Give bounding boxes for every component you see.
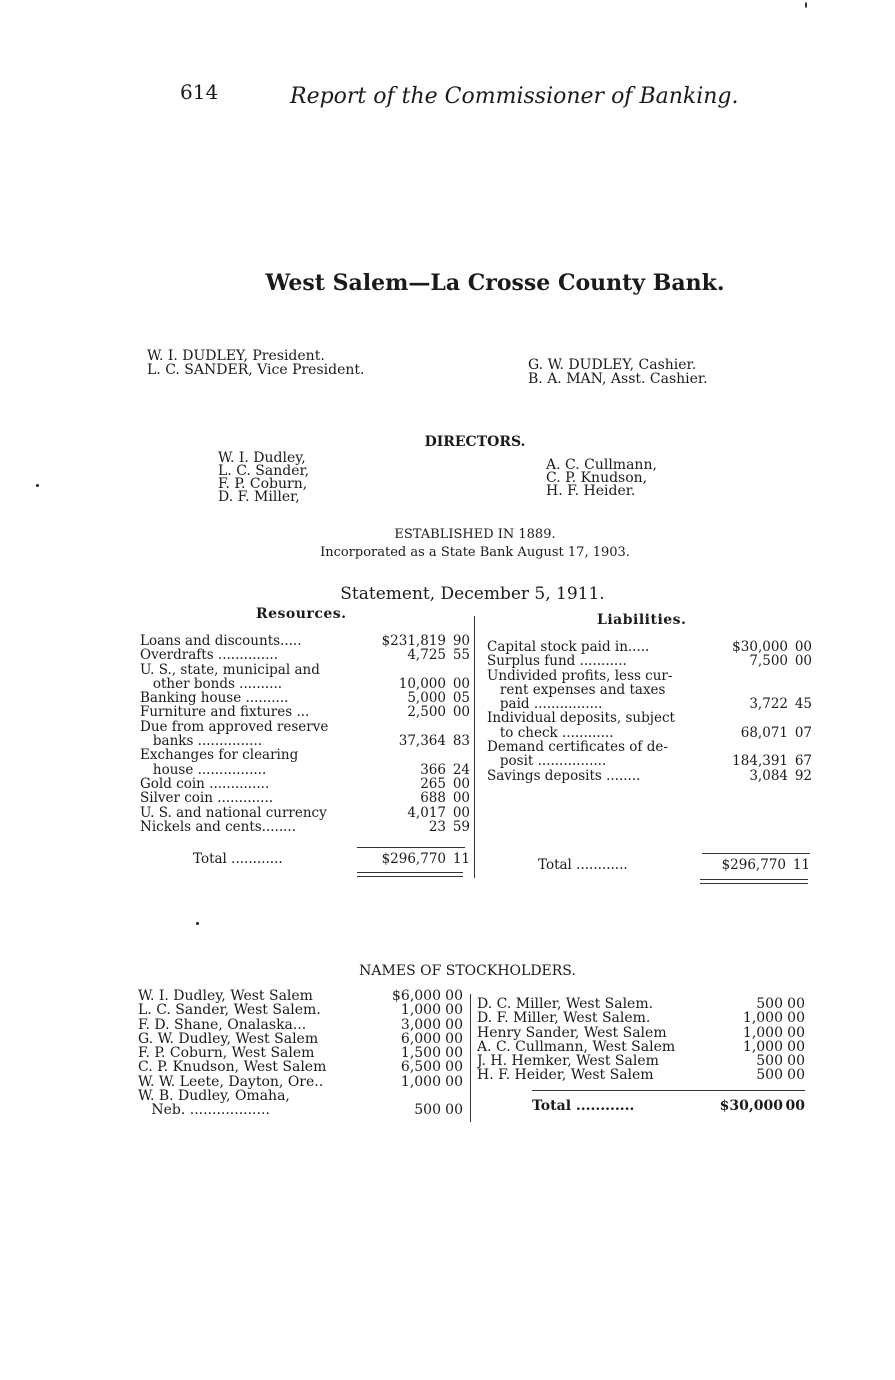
resource-row <box>140 763 470 777</box>
total-double-rule <box>357 872 463 873</box>
resource-row-amount: 37,364 <box>398 733 446 750</box>
stockholder-row-amount: 1,000 <box>742 1010 783 1027</box>
resource-row <box>140 634 470 648</box>
liability-row <box>487 726 812 740</box>
resource-row-amount: 10,000 <box>398 675 446 692</box>
director-name: D. F. Miller, <box>218 489 300 505</box>
column-divider <box>474 616 475 878</box>
resources-heading: Resources. <box>256 606 347 622</box>
liability-row-amount: 68,071 <box>740 724 788 741</box>
resource-row-amount: 4,017 <box>407 804 446 821</box>
stockholder-row <box>138 1089 463 1103</box>
resource-row-cents: 90 <box>452 633 470 649</box>
stockholder-row-label: D. C. Miller, West Salem. <box>477 997 654 1012</box>
resource-row <box>140 777 470 791</box>
established-line: ESTABLISHED IN 1889. <box>394 527 556 542</box>
stockholders-total <box>532 1098 805 1114</box>
resource-row-cents: 24 <box>452 761 470 778</box>
director-name: C. P. Knudson, <box>546 470 648 486</box>
resource-row <box>140 663 470 677</box>
total-amount: $296,770 <box>721 857 786 873</box>
stockholder-row-label: F. P. Coburn, West Salem <box>138 1046 315 1061</box>
stockholder-row <box>477 997 805 1011</box>
liability-row-label: Demand certificates of de- <box>487 740 668 755</box>
stockholder-row-label: D. F. Miller, West Salem. <box>477 1011 651 1026</box>
total-rule <box>357 847 465 848</box>
resource-row-cents: 00 <box>452 775 470 792</box>
stockholder-row-amount: 6,500 <box>400 1059 441 1076</box>
directors-heading: DIRECTORS. <box>424 434 526 450</box>
liability-row-label: to check ............ <box>487 725 614 741</box>
liability-row-cents: 00 <box>794 653 812 670</box>
total-double-rule <box>700 883 808 884</box>
liability-row-amount <box>702 683 788 697</box>
stockholder-row-cents: 00 <box>787 1053 805 1070</box>
stockholder-row-amount: $6,000 <box>392 988 441 1004</box>
resources-list <box>140 634 470 834</box>
stockholders-right <box>477 997 805 1083</box>
total-label: Total ............ <box>193 851 283 867</box>
stockholder-row-amount: 500 <box>756 996 783 1012</box>
stockholder-row <box>138 1046 463 1060</box>
liability-row <box>487 654 812 668</box>
resource-row-amount: 688 <box>420 790 446 807</box>
liabilities-total <box>538 857 810 873</box>
resource-row-amount: 366 <box>420 761 446 778</box>
stockholder-row-label: J. H. Hemker, West Salem <box>477 1054 659 1069</box>
stockholder-row <box>138 1075 463 1089</box>
liability-row-cents <box>788 683 812 697</box>
stockholder-row-label: Henry Sander, West Salem <box>477 1025 667 1040</box>
resource-row <box>140 806 470 820</box>
scan-speck <box>805 2 807 8</box>
officers-left <box>147 349 364 377</box>
stockholder-row-amount: 500 <box>756 1067 783 1084</box>
liability-row <box>487 711 812 725</box>
resource-row-amount: 23 <box>428 818 446 835</box>
stockholder-row-cents <box>441 1089 463 1103</box>
incorporated-line: Incorporated as a State Bank August 17, 1903. <box>320 545 630 560</box>
resource-row <box>140 734 470 748</box>
resource-row <box>140 791 470 805</box>
scan-speck <box>196 922 199 925</box>
stockholder-row <box>477 1054 805 1068</box>
liability-row-amount: 184,391 <box>732 753 788 770</box>
resource-row-label: Loans and discounts..... <box>140 634 302 649</box>
liability-row-amount <box>702 669 788 683</box>
resource-row-cents <box>446 720 470 734</box>
total-amount: $30,000 <box>719 1098 783 1114</box>
liability-row-amount <box>702 740 788 754</box>
total-double-rule <box>357 876 463 877</box>
resource-row <box>140 677 470 691</box>
running-head: Report of the Commissioner of Banking. <box>290 84 739 109</box>
liability-row-label: Savings deposits ........ <box>487 768 641 783</box>
stockholder-row-cents: 00 <box>445 1045 463 1062</box>
total-cents: 00 <box>785 1098 805 1114</box>
stockholder-row-label: W. B. Dudley, Omaha, <box>138 1089 290 1104</box>
resource-row-amount <box>366 663 446 677</box>
directors-left <box>218 452 309 504</box>
stockholder-row-label: C. P. Knudson, West Salem <box>138 1060 327 1075</box>
liability-row <box>487 754 812 768</box>
resource-row-amount <box>366 748 446 762</box>
stockholder-row <box>477 1040 805 1054</box>
officers-right <box>528 358 708 386</box>
liability-row-amount: 3,722 <box>749 696 788 713</box>
liability-row-label: rent expenses and taxes <box>487 682 666 698</box>
resource-row-label: Banking house .......... <box>140 691 289 706</box>
stockholder-row <box>138 1032 463 1046</box>
stockholder-row <box>138 1018 463 1032</box>
stockholder-row <box>138 1060 463 1074</box>
director-name: F. P. Coburn, <box>218 476 308 492</box>
liabilities-list <box>487 640 812 783</box>
stockholder-row-label: Neb. .................. <box>138 1103 270 1118</box>
liabilities-heading: Liabilities. <box>597 612 687 628</box>
stockholder-row-cents: 00 <box>787 1067 805 1084</box>
officer-cashier: G. W. DUDLEY, Cashier. <box>528 357 697 373</box>
resource-row-cents: 00 <box>452 675 470 692</box>
stockholder-row-amount: 1,000 <box>400 1002 441 1019</box>
liability-row-cents: 07 <box>794 724 812 741</box>
total-double-rule <box>700 879 808 880</box>
director-name: L. C. Sander, <box>218 463 310 479</box>
stockholder-row-label: W. W. Leete, Dayton, Ore.. <box>138 1074 324 1090</box>
column-divider <box>470 994 471 1122</box>
resource-row-cents: 59 <box>452 818 470 835</box>
liability-row <box>487 669 812 683</box>
directors-right <box>546 459 657 498</box>
resource-row-label: U. S. and national currency <box>140 805 327 820</box>
resource-row-label: banks ............... <box>140 734 263 749</box>
statement-title: Statement, December 5, 1911. <box>340 584 605 604</box>
liability-row <box>487 740 812 754</box>
director-name: A. C. Cullmann, <box>546 457 657 473</box>
resource-row-cents: 00 <box>452 704 470 721</box>
resource-row-cents: 83 <box>452 733 470 750</box>
resource-row-amount: 5,000 <box>407 690 446 707</box>
liability-row-cents: 92 <box>794 767 812 784</box>
resource-row <box>140 648 470 662</box>
page-number: 614 <box>180 80 219 104</box>
stockholder-row-cents: 00 <box>445 1073 463 1090</box>
total-label: Total ............ <box>532 1098 635 1114</box>
liability-row-cents: 45 <box>794 696 812 713</box>
resource-row-amount: 4,725 <box>407 647 446 664</box>
stockholder-row-label: W. I. Dudley, West Salem <box>138 989 313 1004</box>
stockholder-row-cents: 00 <box>445 1059 463 1076</box>
resource-row <box>140 720 470 734</box>
liability-row-label: Undivided profits, less cur- <box>487 668 673 683</box>
resource-row <box>140 705 470 719</box>
liability-row-label: Individual deposits, subject <box>487 711 675 726</box>
stockholder-row-amount: 1,000 <box>742 1038 783 1055</box>
resource-row-cents: 05 <box>452 690 470 707</box>
stockholder-row-amount: 1,000 <box>400 1073 441 1090</box>
liability-row-cents: 67 <box>794 753 812 770</box>
director-name: W. I. Dudley, <box>218 450 306 466</box>
stockholder-row-amount: 500 <box>414 1102 441 1119</box>
stockholders-total-rule <box>532 1090 805 1091</box>
liability-row-amount <box>702 711 788 725</box>
liability-row <box>487 769 812 783</box>
stockholder-row <box>477 1026 805 1040</box>
resource-row <box>140 820 470 834</box>
total-cents: 11 <box>452 851 470 867</box>
resource-row-amount <box>366 720 446 734</box>
officer-president: W. I. DUDLEY, President. <box>147 348 325 364</box>
director-name: H. F. Heider. <box>546 483 636 499</box>
liability-row-label: paid ................ <box>487 697 603 712</box>
stockholder-row-amount: 1,500 <box>400 1045 441 1062</box>
stockholder-row-amount: 1,000 <box>742 1024 783 1041</box>
stockholder-row-cents: 00 <box>445 1102 463 1119</box>
resource-row-label: Overdrafts .............. <box>140 648 278 663</box>
officer-asst-cashier: B. A. MAN, Asst. Cashier. <box>528 371 708 387</box>
liability-row <box>487 697 812 711</box>
resource-row-label: U. S., state, municipal and <box>140 662 320 677</box>
resource-row-cents: 00 <box>452 804 470 821</box>
total-amount: $296,770 <box>381 851 446 867</box>
bank-title: West Salem—La Crosse County Bank. <box>265 270 725 296</box>
resource-row-cents <box>446 663 470 677</box>
resource-row <box>140 691 470 705</box>
total-cents: 11 <box>792 857 810 873</box>
stockholder-row-cents: 00 <box>787 1024 805 1041</box>
stockholder-row-amount: 3,000 <box>400 1016 441 1033</box>
resource-row-cents: 00 <box>452 790 470 807</box>
resource-row-amount: 2,500 <box>407 704 446 721</box>
resource-row-amount: $231,819 <box>381 633 446 649</box>
resource-row-label: Nickels and cents........ <box>140 819 297 835</box>
liability-row-cents: 00 <box>794 639 812 655</box>
total-label: Total ............ <box>538 857 628 873</box>
liability-row-amount: 7,500 <box>749 653 788 670</box>
scan-speck <box>36 484 39 487</box>
stockholders-heading: NAMES OF STOCKHOLDERS. <box>359 963 576 979</box>
stockholder-row-amount <box>383 1089 441 1103</box>
stockholder-row-label: A. C. Cullmann, West Salem <box>477 1039 676 1055</box>
stockholder-row-cents: 00 <box>445 1030 463 1047</box>
liability-row-cents <box>788 669 812 683</box>
resource-row-cents: 55 <box>452 647 470 664</box>
stockholder-row <box>477 1068 805 1082</box>
stockholder-row-cents: 00 <box>445 988 463 1004</box>
stockholder-row <box>138 1103 463 1117</box>
liability-row-cents <box>788 740 812 754</box>
resource-row-amount: 265 <box>420 775 446 792</box>
resource-row-cents <box>446 748 470 762</box>
resource-row-label: house ................ <box>140 762 267 777</box>
resource-row-label: Furniture and fixtures ... <box>140 705 310 720</box>
stockholder-row-cents: 00 <box>445 1016 463 1033</box>
resource-row-label: Silver coin ............. <box>140 791 274 806</box>
officer-vice-president: L. C. SANDER, Vice President. <box>147 362 365 378</box>
stockholder-row-label: H. F. Heider, West Salem <box>477 1068 654 1083</box>
resource-row-label: Exchanges for clearing <box>140 748 299 763</box>
stockholders-left <box>138 989 463 1118</box>
stockholder-row-cents: 00 <box>787 1038 805 1055</box>
stockholder-row-cents: 00 <box>787 996 805 1012</box>
stockholder-row-amount: 6,000 <box>400 1030 441 1047</box>
stockholder-row-label: F. D. Shane, Onalaska... <box>138 1017 307 1032</box>
liability-row-label: Capital stock paid in..... <box>487 640 650 655</box>
stockholder-row-cents: 00 <box>787 1010 805 1027</box>
liability-row <box>487 640 812 654</box>
stockholder-row <box>477 1011 805 1025</box>
resource-row <box>140 748 470 762</box>
stockholder-row-label: G. W. Dudley, West Salem <box>138 1031 319 1047</box>
resource-row-label: Gold coin .............. <box>140 776 270 792</box>
liability-row-amount: 3,084 <box>749 767 788 784</box>
liability-row-label: posit ................ <box>487 754 607 769</box>
stockholder-row <box>138 1003 463 1017</box>
liability-row-label: Surplus fund ........... <box>487 654 627 669</box>
liability-row-amount: $30,000 <box>732 639 788 655</box>
resource-row-label: other bonds .......... <box>140 676 283 692</box>
stockholder-row-cents: 00 <box>445 1002 463 1019</box>
liability-row-cents <box>788 711 812 725</box>
total-rule <box>702 853 810 854</box>
resource-row-label: Due from approved reserve <box>140 719 329 735</box>
liability-row <box>487 683 812 697</box>
stockholder-row <box>138 989 463 1003</box>
stockholder-row-amount: 500 <box>756 1053 783 1070</box>
stockholder-row-label: L. C. Sander, West Salem. <box>138 1003 321 1018</box>
resources-total <box>193 851 470 867</box>
